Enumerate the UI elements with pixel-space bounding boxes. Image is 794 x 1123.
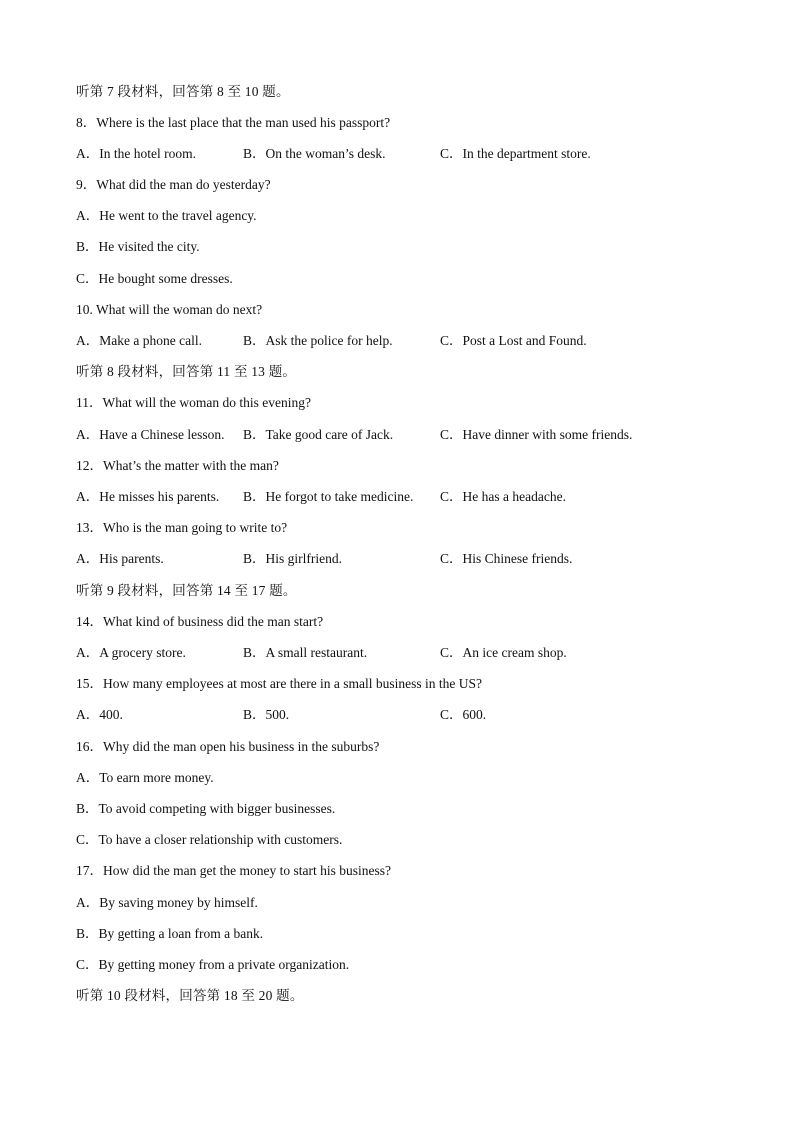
section-heading-8: 听第 8 段材料，回答第 11 至 13 题。	[76, 364, 297, 379]
q11-option-a: A．Have a Chinese lesson.	[76, 427, 225, 442]
q13-option-b: B．His girlfriend.	[243, 551, 342, 566]
q12-option-b: B．He forgot to take medicine.	[243, 489, 414, 504]
q11-option-b: B．Take good care of Jack.	[243, 427, 394, 442]
q9-option-a: A．He went to the travel agency.	[76, 208, 257, 223]
q11-option-c: C．Have dinner with some friends.	[440, 427, 633, 442]
q8-option-b: B．On the woman’s desk.	[243, 146, 386, 161]
q15-option-a: A．400.	[76, 707, 123, 722]
q16-option-b: B．To avoid competing with bigger businesses.	[76, 801, 336, 816]
q14-option-a: A．A grocery store.	[76, 645, 186, 660]
section-heading-7: 听第 7 段材料，回答第 8 至 10 题。	[76, 84, 290, 99]
q15-option-b: B．500.	[243, 707, 290, 722]
q17-option-b: B．By getting a loan from a bank.	[76, 926, 264, 941]
q10-option-b: B．Ask the police for help.	[243, 333, 393, 348]
question-11: 11．What will the woman do this evening?	[76, 395, 311, 410]
q9-option-b: B．He visited the city.	[76, 239, 200, 254]
section-heading-9: 听第 9 段材料，回答第 14 至 17 题。	[76, 583, 297, 598]
q8-option-c: C．In the department store.	[440, 146, 591, 161]
q8-option-a: A．In the hotel room.	[76, 146, 196, 161]
question-16: 16．Why did the man open his business in the suburbs?	[76, 739, 380, 754]
question-8: 8．Where is the last place that the man used his passport?	[76, 115, 391, 130]
question-9: 9．What did the man do yesterday?	[76, 177, 271, 192]
q13-option-a: A．His parents.	[76, 551, 164, 566]
q14-option-b: B．A small restaurant.	[243, 645, 368, 660]
q10-option-a: A．Make a phone call.	[76, 333, 202, 348]
q10-option-c: C．Post a Lost and Found.	[440, 333, 587, 348]
q12-option-c: C．He has a headache.	[440, 489, 566, 504]
q9-option-c: C．He bought some dresses.	[76, 271, 233, 286]
q16-option-a: A．To earn more money.	[76, 770, 214, 785]
question-12: 12．What’s the matter with the man?	[76, 458, 279, 473]
question-17: 17．How did the man get the money to start his business?	[76, 863, 391, 878]
question-13: 13．Who is the man going to write to?	[76, 520, 288, 535]
q13-option-c: C．His Chinese friends.	[440, 551, 573, 566]
question-15: 15．How many employees at most are there in a small business in the US?	[76, 676, 483, 691]
q14-option-c: C．An ice cream shop.	[440, 645, 567, 660]
question-14: 14．What kind of business did the man start?	[76, 614, 324, 629]
q12-option-a: A．He misses his parents.	[76, 489, 220, 504]
q17-option-c: C．By getting money from a private organization.	[76, 957, 350, 972]
question-10: 10. What will the woman do next?	[76, 302, 263, 317]
q16-option-c: C．To have a closer relationship with customers.	[76, 832, 343, 847]
q17-option-a: A．By saving money by himself.	[76, 895, 258, 910]
section-heading-10: 听第 10 段材料，回答第 18 至 20 题。	[76, 988, 304, 1003]
q15-option-c: C．600.	[440, 707, 487, 722]
